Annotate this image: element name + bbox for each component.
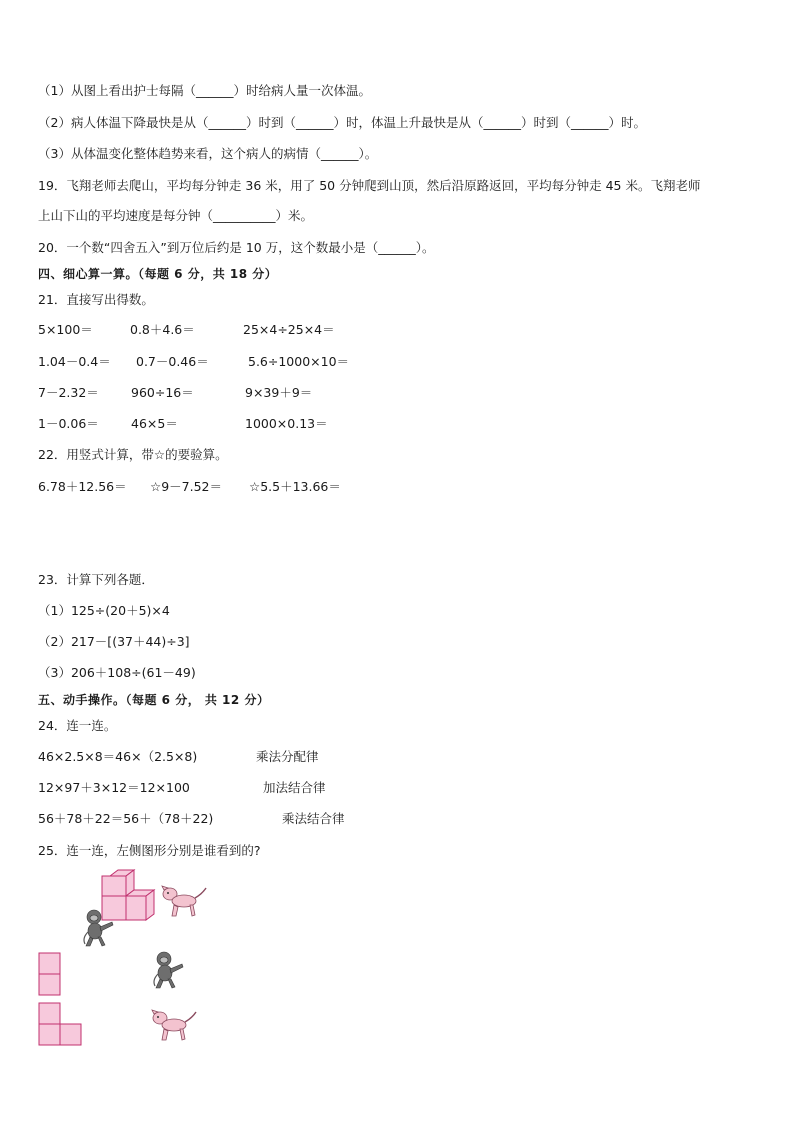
q24-expression: 56＋78＋22＝56＋（78＋22) — [38, 811, 214, 826]
q23-item: （1）125÷(20＋5)×4 — [38, 603, 170, 618]
q21-title: 21．直接写出得数。 — [38, 292, 154, 307]
q18-part3: （3）从体温变化整体趋势来看，这个病人的病情（______）。 — [38, 146, 378, 161]
q21-item: 7－2.32＝ — [38, 385, 99, 400]
q24-law: 乘法结合律 — [282, 811, 345, 826]
q21-item: 0.8＋4.6＝ — [130, 322, 195, 337]
q23-title: 23．计算下列各题． — [38, 572, 154, 587]
q23-item: （2）217－[(37＋44)÷3] — [38, 634, 190, 649]
monkey-icon — [80, 908, 116, 948]
q21-item: 960÷16＝ — [131, 385, 194, 400]
q22-item: 6.78＋12.56＝ — [38, 479, 127, 494]
dog-icon — [150, 1008, 198, 1044]
q21-item: 0.7－0.46＝ — [136, 354, 209, 369]
q19-line1: 19．飞翔老师去爬山，平均每分钟走 36 米，用了 50 分钟爬到山顶，然后沿原路返回，平均每分钟走 45 米。飞翔老师 — [38, 178, 701, 193]
q22-item: ☆5.5＋13.66＝ — [249, 479, 341, 494]
q19-line2: 上山下山的平均速度是每分钟（__________）米。 — [38, 208, 314, 223]
q21-item: 25×4÷25×4＝ — [243, 322, 335, 337]
q21-item: 1000×0.13＝ — [245, 416, 328, 431]
q21-item: 1－0.06＝ — [38, 416, 99, 431]
q24-expression: 12×97＋3×12＝12×100 — [38, 780, 190, 795]
q24-expression: 46×2.5×8＝46×（2.5×8) — [38, 749, 198, 764]
section5-heading: 五、动手操作。（每题 6 分， 共 12 分） — [38, 693, 270, 707]
side-view-l-shape — [38, 1002, 84, 1046]
q24-title: 24．连一连。 — [38, 718, 117, 733]
front-view-two-squares — [38, 952, 62, 996]
q23-item: （3）206＋108÷(61－49) — [38, 665, 196, 680]
q21-item: 46×5＝ — [131, 416, 178, 431]
q25-title: 25．连一连，左侧图形分别是谁看到的? — [38, 843, 261, 858]
q21-item: 5×100＝ — [38, 322, 93, 337]
q22-item: ☆9－7.52＝ — [150, 479, 222, 494]
q18-part1: （1）从图上看出护士每隔（______）时给病人量一次体温。 — [38, 83, 371, 98]
q24-law: 加法结合律 — [263, 780, 326, 795]
q21-item: 9×39＋9＝ — [245, 385, 313, 400]
q24-law: 乘法分配律 — [256, 749, 319, 764]
q22-title: 22．用竖式计算，带☆的要验算。 — [38, 447, 228, 462]
monkey-icon — [150, 950, 186, 990]
q20-text: 20．一个数“四舍五入”到万位后约是 10 万，这个数最小是（______）。 — [38, 240, 435, 255]
q21-item: 1.04－0.4＝ — [38, 354, 111, 369]
q18-part2: （2）病人体温下降最快是从（______）时到（______）时，体温上升最快是从（______）时到（______）时。 — [38, 115, 646, 130]
q21-item: 5.6÷1000×10＝ — [248, 354, 350, 369]
dog-icon — [160, 884, 208, 920]
section4-heading: 四、细心算一算。（每题 6 分，共 18 分） — [38, 267, 278, 281]
